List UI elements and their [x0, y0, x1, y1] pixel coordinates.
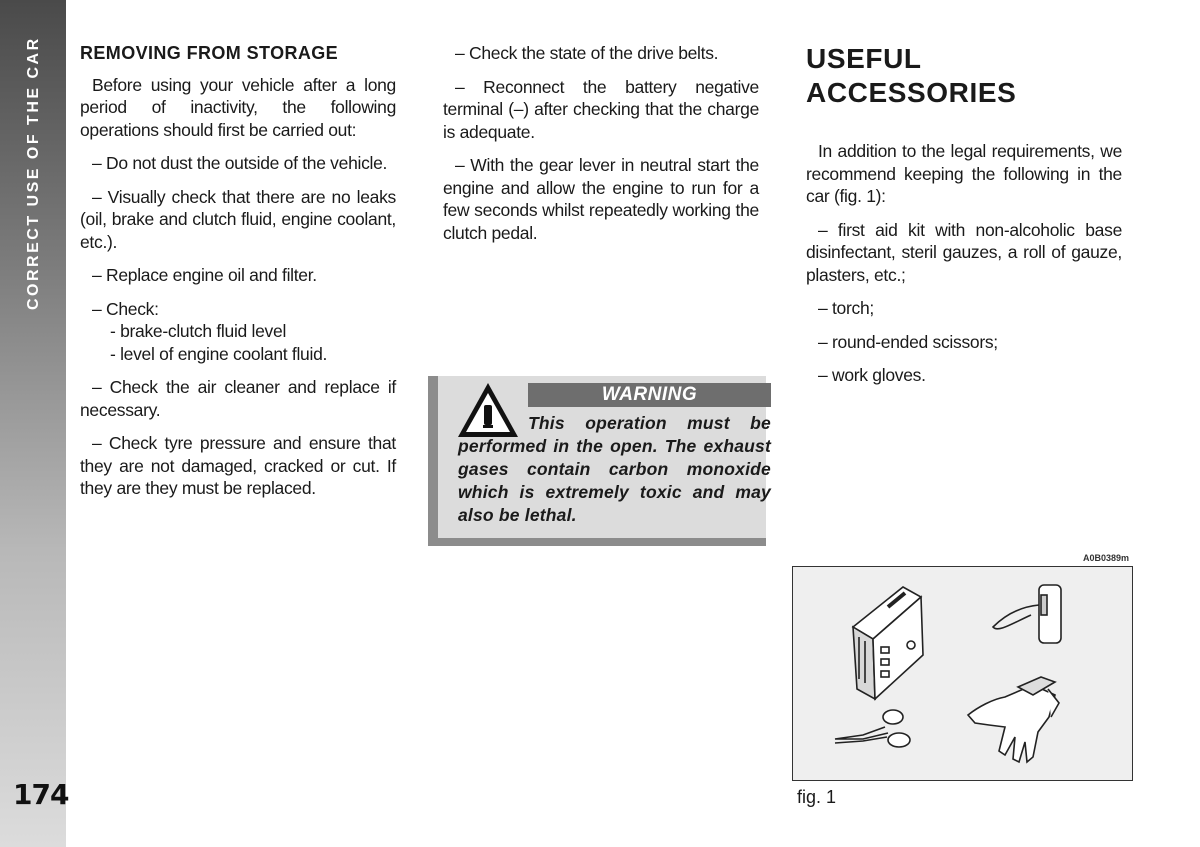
warning-box [428, 376, 771, 546]
figure-code: A0B0389m [1083, 553, 1130, 563]
warning-box-body [438, 376, 771, 538]
page-number: 174 [13, 778, 69, 811]
column-2 [443, 42, 759, 255]
column-3 [806, 42, 1122, 398]
column-1 [80, 42, 396, 511]
figure-illustration [792, 566, 1133, 781]
list-item: – Reconnect the battery negative terminal (–) after checking that the charge is adequate. [443, 76, 759, 142]
list-item: – round-ended scissors; [818, 331, 998, 352]
list-item: – first aid kit with non-alcoholic base disinfectant, steril gauzes, a roll of gauze, plasters, etc.; [806, 219, 1122, 285]
warning-text-content: This operation must be performed in the open. The exhaust gases contain carbon monoxide which is extremely toxic and may also be lethal. [458, 413, 771, 525]
section-title-vertical [21, 36, 47, 314]
figure-caption: fig. 1 [797, 787, 837, 807]
list-item: – With the gear lever in neutral start the engine and allow the engine to run for a few seconds whilst repeatedly working the clutch pedal. [443, 155, 759, 243]
list-item: – work gloves. [818, 365, 926, 385]
accessories-illustration [793, 567, 1131, 779]
first-aid-kit-icon [853, 587, 923, 699]
paragraph: In addition to the legal requirements, we recommend keeping the following in the car (fig. 1): [806, 141, 1122, 206]
section-heading-storage: REMOVING FROM STORAGE [80, 43, 339, 63]
list-item-check [80, 298, 396, 366]
warning-text [458, 412, 771, 527]
warning-title: WARNING [528, 383, 771, 407]
list-item: – torch; [818, 298, 874, 318]
list-item: – Check tyre pressure and ensure that they are not damaged, cracked or cut. If they are they must be replaced. [80, 433, 396, 498]
check-label: – Check: [92, 298, 159, 319]
list-item: – Replace engine oil and filter. [92, 265, 317, 285]
list-item: – Check the state of the drive belts. [455, 43, 719, 63]
page-heading-accessories: USEFUL ACCESSORIES [806, 43, 1017, 108]
scissors-icon [835, 710, 910, 747]
sub-item: - brake-clutch fluid level [110, 321, 287, 341]
list-item: – Do not dust the outside of the vehicle. [92, 153, 388, 173]
sidebar [0, 0, 69, 847]
sub-item: - level of engine coolant fluid. [110, 343, 328, 364]
list-item: – Visually check that there are no leaks (oil, brake and clutch fluid, engine coolant, etc.). [80, 186, 396, 252]
paragraph: Before using your vehicle after a long period of inactivity, the following operations should first be carried out: [80, 74, 396, 140]
list-item: – Check the air cleaner and replace if necessary. [80, 377, 396, 420]
section-title: CORRECT USE OF THE CAR [25, 36, 42, 310]
torch-icon [993, 585, 1061, 643]
work-gloves-icon [968, 677, 1059, 762]
